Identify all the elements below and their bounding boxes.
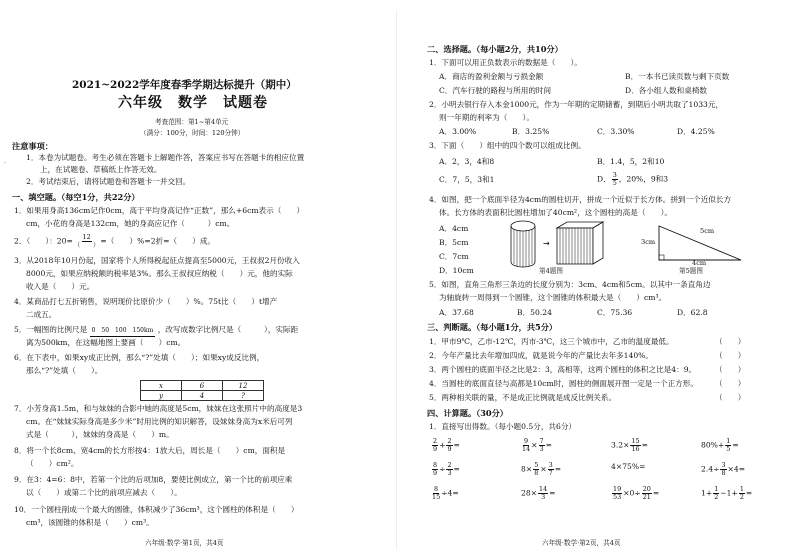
fraction: $\frac{8}{9}$ <box>433 461 438 477</box>
judge-answer-box: （ ） <box>715 365 746 374</box>
c3-option-rest: ，20%，9和3 <box>618 174 669 184</box>
section1-header: 一、填空题。（每空1分，共22分） <box>12 192 140 202</box>
q9-line: 9．在3：4=6：8中，若第一个比的后项加8，要使比例成立，第一个比的前项应乘 <box>14 475 293 484</box>
c1-option: D．各小组人数和桌椅数 <box>625 86 708 95</box>
q6-line: 那么“?”处填（ ）。 <box>26 366 103 375</box>
fraction: $\frac{1}{5}$ <box>726 437 731 453</box>
q2-denominator: （ ） <box>73 241 100 249</box>
fraction: $\frac{1}{2}$ <box>714 485 719 501</box>
q3-line: 3．从2018年10月份起，国家将个人所得税起征点提高至5000元，王叔叔2月份收入 <box>14 256 300 265</box>
q6-line: 6．在下表中，如果xy成正比例，那么“?”处填（ ）；如果xy成反比例， <box>14 353 265 362</box>
q10-line: cm³，该圆锥的体积是（ ）cm³。 <box>26 518 154 527</box>
q3-line: 8000元，如果应纳税额的税率是3%。那么王叔叔应纳税（ ）元，他的实际 <box>26 269 293 278</box>
q5-part: ，改写成数字比例尺是（ ），实际距 <box>157 325 299 334</box>
q5-line <box>14 325 298 337</box>
fraction: $\frac{7}{3}$ <box>539 437 544 453</box>
q2-part: 2．（ ）：20= <box>14 236 73 246</box>
q2-line <box>14 234 215 249</box>
exam-subtitle: 六年级 数学 试题卷 <box>118 95 268 111</box>
calc-item: 4×75%= <box>611 462 646 471</box>
fraction: $\frac{2}{9}$ <box>447 437 452 453</box>
q4-line: 二成五。 <box>26 310 57 319</box>
c1-option: A．商店的盈利金额与亏损金额 <box>439 72 544 81</box>
table-cell: 12 <box>223 381 264 391</box>
calc-item: 1+ $\frac{1}{2}$ −1+ $\frac{1}{2}$ = <box>701 485 753 501</box>
figure-4-caption: 第4题图 <box>539 267 563 275</box>
fraction: $\frac{9}{14}$ <box>522 437 531 453</box>
table-cell: x <box>141 381 182 391</box>
c4-option: A．4cm <box>439 224 469 233</box>
c4-question: 体。长方体的表面积比圆柱增加了40cm²，这个圆柱的高是（ ）。 <box>439 208 672 217</box>
q10-line: 10．一个圆柱削成一个最大的圆锥，体积减少了36cm³，这个圆柱的体积是（ ） <box>14 505 299 514</box>
c3-option: C．7，5，3和1 <box>439 175 495 184</box>
c3-denominator: 5 <box>612 179 617 187</box>
calc-item: $\frac{19}{53}$ ×0÷ $\frac{20}{21}$ = <box>613 485 660 501</box>
judge-item: 1．甲市9℃，乙市-12℃，丙市-3℃，这三个城市中，乙市的温度最低。 <box>429 337 674 346</box>
table-cell: 4 <box>182 391 223 401</box>
right-page <box>397 0 794 559</box>
judge-answer-box: （ ） <box>715 337 746 346</box>
c1-option: C．汽车行驶的路程与所用的时间 <box>439 86 552 95</box>
q1-line: cm，小花的身高是132cm，她的身高应记作（ ）cm。 <box>26 219 235 228</box>
q7-line: 式是（ ），妹妹的身高是（ ）m。 <box>26 430 174 439</box>
q5-part: 5．一幅图的比例尺是 <box>14 325 88 334</box>
q7-line: cm。在“妹妹实际身高是多少米”时用比例的知识解答，设妹妹身高为x米后可列 <box>26 417 293 426</box>
calc-item: 28× $\frac{14}{3}$ = <box>521 485 556 501</box>
c4-option: B．5cm <box>439 238 469 247</box>
fraction: $\frac{19}{53}$ <box>613 485 622 501</box>
c1-option: B．一本书已读页数与剩下页数 <box>625 72 730 81</box>
calc-item: 8× $\frac{5}{8}$ × $\frac{3}{7}$ = <box>521 461 562 477</box>
c1-question: 1．下面可以用正负数表示的数据是（ ）。 <box>429 58 582 67</box>
calc-item: $\frac{8}{9}$ ÷ $\frac{2}{3}$ = <box>433 461 460 477</box>
fraction: $\frac{3}{8}$ <box>721 461 726 477</box>
notice-line: 2．考试结束后，请将试题卷和答题卡一并交回。 <box>26 177 191 186</box>
judge-item: 3．两个圆柱的底面半径之比是2：3，高相等，这两个圆柱的体积之比是4：9。 <box>429 365 697 374</box>
c4-option: D．10cm <box>439 266 474 275</box>
fraction: $\frac{8}{15}$ <box>432 485 441 501</box>
c5-option: A．37.68 <box>439 308 474 317</box>
fraction: $\frac{2}{9}$ <box>433 437 438 453</box>
q4-line: 4．某商品打七五折销售，说明现价比原价少（ ）%。75t比（ ）t增产 <box>14 297 278 306</box>
judge-answer-box: （ ） <box>715 379 746 388</box>
calc-item: 3.2× $\frac{15}{16}$ = <box>611 437 648 453</box>
table-cell: y <box>141 391 182 401</box>
c3-option-label: D． <box>597 174 611 184</box>
c2-option: D．4.25% <box>677 127 715 136</box>
c3-option: B．1.4，5，2和10 <box>597 157 665 166</box>
q2-part: =（ ）%=2折=（ ）成。 <box>100 236 216 246</box>
q8-line: （ ）cm²。 <box>26 459 79 468</box>
q2-fraction <box>74 234 100 249</box>
fraction: $\frac{15}{16}$ <box>631 437 640 453</box>
section4-header: 四、计算题。（30分） <box>427 408 508 418</box>
notice-line: 1．本卷为试题卷。考生必须在答题卡上解题作答，答案应书写在答题卡的相应位置 <box>26 153 305 162</box>
section3-header: 三、判断题。（每小题1分，共5分） <box>427 322 558 332</box>
calc-item: 80%+ $\frac{1}{5}$ = <box>701 437 739 453</box>
exam-meta: （满分：100分，时间：120分钟） <box>140 129 245 137</box>
fraction: $\frac{14}{3}$ <box>539 485 548 501</box>
section2-header: 二、选择题。（每小题2分，共10分） <box>427 44 563 54</box>
c2-option: C．3.30% <box>597 127 635 136</box>
c2-question: 2．小明去银行存入本金1000元，作为一年期的定期储蓄，到期后小明共取了1033元， <box>429 100 724 109</box>
fraction: $\frac{2}{3}$ <box>447 461 452 477</box>
fraction: $\frac{3}{7}$ <box>548 461 553 477</box>
calc-item: $\frac{8}{15}$ ÷4= <box>432 485 459 501</box>
c3-option <box>597 172 668 187</box>
notice-header: 注意事项： <box>12 141 53 151</box>
table-cell: ? <box>223 391 264 401</box>
figure-5-caption: 第5题图 <box>679 267 703 275</box>
q3-line: 收入是（ ）元。 <box>26 282 95 291</box>
c5-question: 为轴旋转一周得到一个圆锥，这个圆锥的体积最大是（ ）cm³。 <box>439 293 667 302</box>
judge-answer-box: （ ） <box>715 393 746 402</box>
c3-option: A．2，3，4和8 <box>439 157 495 166</box>
fraction: $\frac{20}{21}$ <box>642 485 651 501</box>
figure-4-cylinder <box>505 218 625 270</box>
svg-text:→: → <box>543 239 550 248</box>
c3-fraction <box>612 172 618 187</box>
table-cell: 6 <box>182 381 223 391</box>
page-footer: 六年级·数学·第1页，共4页 <box>145 539 224 547</box>
judge-item: 5．两种相关联的量，不是成正比例就是成反比例关系。 <box>429 393 617 402</box>
judge-item: 4．当圆柱的底面直径与高都是10cm时，圆柱的侧面展开图一定是一个正方形。 <box>429 379 698 388</box>
q8-line: 8．将一个长8cm、宽4cm的长方形按4：1放大后，周长是（ ）cm，面积是 <box>14 446 286 455</box>
binding-mark: · <box>4 160 6 167</box>
c2-option: A．3.00% <box>439 127 477 136</box>
q9-line: 以（ ）或第二个比的前项应减去（ ）。 <box>26 488 182 497</box>
xy-table <box>140 380 264 401</box>
figure-5-label-hyp: 5cm <box>700 227 715 235</box>
q7-line: 7．小芳身高1.5m，和与妹妹的合影中她的高度是5cm，妹妹在这张照片中的高度是3 <box>14 404 303 413</box>
q1-line: 1．如果用身高136cm记作0cm，高于平均身高记作“正数”，那么+6cm表示（ ） <box>14 206 305 215</box>
c2-question: 则一年期的利率为（ ）。 <box>439 113 534 122</box>
figure-5-label-leg: 3cm <box>641 238 656 246</box>
fraction: $\frac{1}{2}$ <box>739 485 744 501</box>
fraction: $\frac{5}{8}$ <box>534 461 539 477</box>
c5-option: D．62.8 <box>677 308 708 317</box>
calc-intro: 1．直接写出得数。（每小题0.5分，共6分） <box>429 422 577 431</box>
scale-bar: 0 50 100 150km <box>90 326 156 337</box>
q2-numerator: 12 <box>82 233 91 241</box>
exam-title: 2021~2022学年度春季学期达标提升（期中） <box>72 79 297 91</box>
c5-question: 5．如图，直角三角形三条边的长度分别为：3cm、4cm和5cm。以其中一条直角边 <box>429 280 711 289</box>
exam-scope: 考查范围：第1~第4单元 <box>155 118 229 126</box>
c4-option: C．7cm <box>439 252 469 261</box>
c4-question: 4．如图，把一个底面半径为4cm的圆柱切开，拼成一个近似于长方体。拼到一个近似长方 <box>429 195 732 204</box>
calc-item: $\frac{2}{9}$ + $\frac{2}{9}$ = <box>433 437 460 453</box>
calc-item: $\frac{9}{14}$ × $\frac{7}{3}$ = <box>522 437 552 453</box>
c5-option: C．75.36 <box>597 308 633 317</box>
calc-item: 2.4÷ $\frac{3}{8}$ ×4= <box>701 461 746 477</box>
q5-line: 离为500km，在这幅地图上要画（ ）cm。 <box>26 338 186 347</box>
table-row <box>141 391 264 401</box>
judge-item: 2．今年产量比去年增加四成，就是说今年的产量比去年多140%。 <box>429 351 653 360</box>
page-footer: 六年级·数学·第2页，共4页 <box>542 539 621 547</box>
c2-option: B．3.25% <box>512 127 550 136</box>
c3-numerator: 3 <box>612 171 617 179</box>
c5-option: B．50.24 <box>517 308 552 317</box>
notice-line: 上，在试题卷、草稿纸上作答无效。 <box>40 165 162 174</box>
c3-question: 3．下面（ ）组中的四个数可以组成比例。 <box>429 141 586 150</box>
judge-answer-box: （ ） <box>715 351 746 360</box>
table-row <box>141 381 264 391</box>
figure-5-label-base: 4cm <box>692 259 707 267</box>
